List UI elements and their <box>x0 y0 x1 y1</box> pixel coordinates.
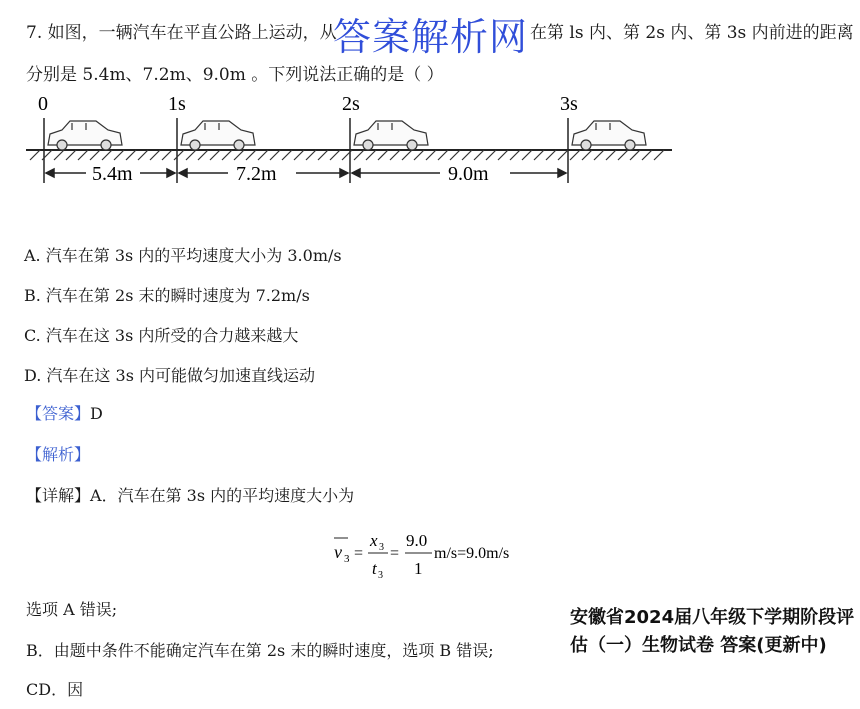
option-b: B. 汽车在第 2s 末的瞬时速度为 7.2m/s <box>24 286 310 305</box>
formula-t: t <box>372 559 377 578</box>
formula-result: m/s=9.0m/s <box>434 545 510 562</box>
answer-row <box>26 401 103 424</box>
time-label-0: 0 <box>38 93 48 115</box>
answer-label: 【答案】 <box>26 404 91 423</box>
velocity-formula <box>328 526 548 582</box>
distance-label-2: 7.2m <box>236 163 277 185</box>
analysis-label: 【解析】 <box>26 445 91 464</box>
detail-row <box>26 483 354 506</box>
car-icon-2 <box>354 121 428 150</box>
explain-b: B．由题中条件不能确定汽车在第 2s 末的瞬时速度，选项 B 错误; <box>26 641 494 660</box>
question-line-1: 7. 如图，一辆汽车在平直公路上运动，从 <box>26 23 337 43</box>
svg-text:=: = <box>354 545 364 562</box>
distance-label-1: 5.4m <box>92 163 133 185</box>
formula-num: 9.0 <box>406 531 428 550</box>
question-line-1-tail: 在第 ls 内、第 2s 内、第 3s 内前进的距离 <box>530 23 854 43</box>
time-label-2: 2s <box>342 93 360 115</box>
car-icon-1 <box>181 121 255 150</box>
motion-figure <box>0 88 700 198</box>
formula-v: v <box>334 542 342 562</box>
formula-t-sub: 3 <box>378 570 383 581</box>
conclusion-a: 选项 A 错误; <box>26 600 118 619</box>
distance-label-3: 9.0m <box>448 163 489 185</box>
watermark-logo: 答案解析网 <box>333 15 529 59</box>
time-label-3: 3s <box>560 93 578 115</box>
car-icon-3 <box>572 121 646 150</box>
detail-label: 【详解】 <box>26 486 91 505</box>
answer-value: D <box>90 404 103 423</box>
option-c: C. 汽车在这 3s 内所受的合力越来越大 <box>24 326 299 345</box>
side-caption: 安徽省2024届八年级下学期阶段评估（一）生物试卷 答案(更新中) <box>570 607 855 656</box>
detail-text: A．汽车在第 3s 内的平均速度大小为 <box>90 486 355 505</box>
car-icon-0 <box>48 121 122 150</box>
formula-v-sub: 3 <box>344 553 350 565</box>
option-a: A. 汽车在第 3s 内的平均速度大小为 3.0m/s <box>24 246 342 265</box>
question-line-2: 分别是 5.4m、7.2m、9.0m 。下列说法正确的是（ ） <box>26 65 444 85</box>
explain-cd: CD．因 <box>26 680 84 699</box>
formula-den: 1 <box>414 559 423 578</box>
road-hatching <box>30 150 664 160</box>
formula-x: x <box>370 531 378 550</box>
formula-x-sub: 3 <box>379 542 384 553</box>
time-label-1: 1s <box>168 93 186 115</box>
svg-text:=: = <box>390 545 400 562</box>
option-d: D. 汽车在这 3s 内可能做匀加速直线运动 <box>24 366 315 385</box>
